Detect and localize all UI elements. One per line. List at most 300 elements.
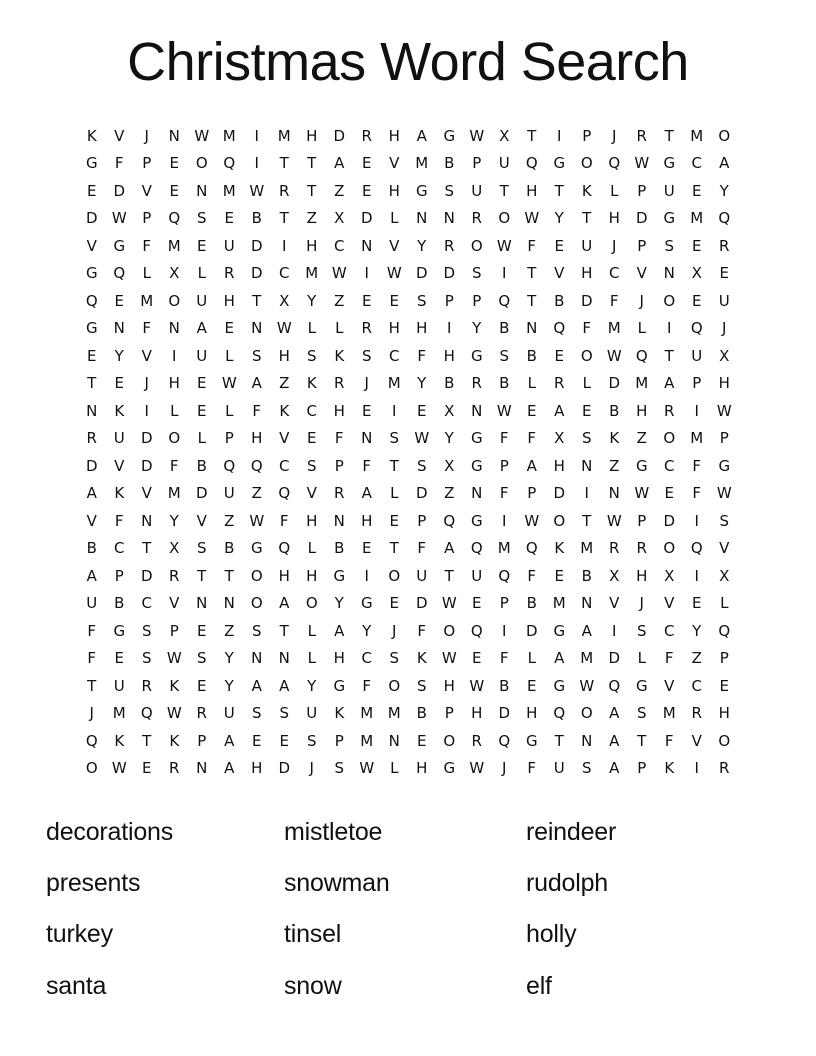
grid-cell[interactable]: G <box>250 539 263 558</box>
grid-cell[interactable]: E <box>362 154 372 173</box>
grid-cell[interactable]: V <box>169 594 180 613</box>
grid-cell[interactable]: R <box>719 759 730 778</box>
grid-cell[interactable]: R <box>224 264 235 283</box>
grid-cell[interactable]: L <box>170 401 179 420</box>
grid-cell[interactable]: V <box>719 539 730 558</box>
grid-cell[interactable]: M <box>360 731 374 750</box>
grid-cell[interactable]: F <box>114 154 124 173</box>
word-list-item[interactable]: snow <box>284 971 342 1000</box>
grid-cell[interactable]: W <box>194 126 210 145</box>
grid-cell[interactable]: H <box>388 181 400 200</box>
grid-cell[interactable]: R <box>334 374 345 393</box>
grid-cell[interactable]: W <box>634 154 650 173</box>
grid-cell[interactable]: T <box>224 566 234 585</box>
grid-cell[interactable]: R <box>471 731 482 750</box>
grid-cell[interactable]: M <box>497 539 511 558</box>
grid-cell[interactable]: K <box>306 374 317 393</box>
grid-cell[interactable]: L <box>527 374 536 393</box>
grid-cell[interactable]: L <box>582 374 591 393</box>
grid-cell[interactable]: J <box>612 236 617 255</box>
grid-cell[interactable]: L <box>307 539 316 558</box>
grid-cell[interactable]: E <box>692 291 702 310</box>
grid-cell[interactable]: Q <box>443 511 456 530</box>
grid-cell[interactable]: O <box>388 676 401 695</box>
grid-cell[interactable]: S <box>471 264 482 283</box>
grid-cell[interactable]: A <box>279 594 290 613</box>
grid-cell[interactable]: N <box>251 319 263 338</box>
grid-cell[interactable]: C <box>306 401 317 420</box>
grid-cell[interactable]: H <box>306 126 318 145</box>
grid-cell[interactable]: V <box>114 126 125 145</box>
grid-cell[interactable]: T <box>389 456 399 475</box>
grid-cell[interactable]: W <box>469 126 485 145</box>
grid-cell[interactable]: O <box>443 731 456 750</box>
grid-cell[interactable]: E <box>664 484 674 503</box>
grid-cell[interactable]: Y <box>719 181 729 200</box>
grid-cell[interactable]: Q <box>278 539 291 558</box>
grid-cell[interactable]: E <box>527 401 537 420</box>
grid-cell[interactable]: P <box>142 154 152 173</box>
grid-cell[interactable]: I <box>612 621 617 640</box>
word-list-item[interactable]: tinsel <box>284 920 342 949</box>
grid-cell[interactable]: T <box>554 731 564 750</box>
grid-cell[interactable]: W <box>579 676 595 695</box>
grid-cell[interactable]: R <box>334 484 345 503</box>
grid-cell[interactable]: Y <box>554 209 564 228</box>
grid-cell[interactable]: R <box>361 126 372 145</box>
grid-cell[interactable]: T <box>142 539 152 558</box>
grid-cell[interactable]: X <box>444 456 455 475</box>
grid-cell[interactable]: Q <box>223 456 236 475</box>
grid-cell[interactable]: W <box>221 374 237 393</box>
grid-cell[interactable]: E <box>554 346 564 365</box>
grid-cell[interactable]: Z <box>636 429 647 448</box>
grid-cell[interactable]: X <box>609 566 620 585</box>
grid-cell[interactable]: V <box>279 429 290 448</box>
grid-cell[interactable]: H <box>608 209 620 228</box>
grid-cell[interactable]: H <box>251 429 263 448</box>
grid-cell[interactable]: Y <box>417 374 427 393</box>
grid-cell[interactable]: E <box>87 181 97 200</box>
grid-cell[interactable]: P <box>417 511 427 530</box>
grid-cell[interactable]: U <box>471 566 483 585</box>
grid-cell[interactable]: F <box>417 539 427 558</box>
grid-cell[interactable]: K <box>581 181 592 200</box>
grid-cell[interactable]: A <box>86 484 97 503</box>
grid-cell[interactable]: W <box>496 401 512 420</box>
grid-cell[interactable]: T <box>664 346 674 365</box>
grid-cell[interactable]: V <box>664 676 675 695</box>
grid-cell[interactable]: W <box>166 704 182 723</box>
grid-cell[interactable]: R <box>141 676 152 695</box>
grid-cell[interactable]: R <box>444 236 455 255</box>
grid-cell[interactable]: D <box>140 429 153 448</box>
grid-cell[interactable]: P <box>114 566 124 585</box>
grid-cell[interactable]: T <box>307 181 317 200</box>
grid-cell[interactable]: N <box>471 484 483 503</box>
grid-cell[interactable]: C <box>334 236 345 255</box>
grid-cell[interactable]: I <box>282 236 287 255</box>
grid-cell[interactable]: G <box>443 126 456 145</box>
grid-cell[interactable]: H <box>526 704 538 723</box>
grid-cell[interactable]: N <box>168 126 180 145</box>
grid-cell[interactable]: G <box>360 594 373 613</box>
grid-cell[interactable]: X <box>279 291 290 310</box>
grid-cell[interactable]: R <box>636 539 647 558</box>
grid-cell[interactable]: S <box>306 346 317 365</box>
grid-cell[interactable]: N <box>443 209 455 228</box>
grid-cell[interactable]: G <box>635 456 648 475</box>
grid-cell[interactable]: D <box>663 511 676 530</box>
grid-cell[interactable]: R <box>609 539 620 558</box>
grid-cell[interactable]: D <box>553 484 566 503</box>
grid-cell[interactable]: K <box>279 401 290 420</box>
grid-cell[interactable]: X <box>719 566 730 585</box>
grid-cell[interactable]: S <box>581 429 592 448</box>
grid-cell[interactable]: N <box>251 649 263 668</box>
grid-cell[interactable]: E <box>307 429 317 448</box>
grid-cell[interactable]: E <box>252 731 262 750</box>
grid-cell[interactable]: L <box>720 594 729 613</box>
grid-cell[interactable]: F <box>279 511 289 530</box>
grid-cell[interactable]: N <box>581 594 593 613</box>
grid-cell[interactable]: A <box>554 401 565 420</box>
grid-cell[interactable]: E <box>279 731 289 750</box>
grid-cell[interactable]: O <box>498 209 511 228</box>
grid-cell[interactable]: V <box>141 346 152 365</box>
grid-cell[interactable]: I <box>694 759 699 778</box>
grid-cell[interactable]: E <box>389 594 399 613</box>
grid-cell[interactable]: W <box>166 649 182 668</box>
grid-cell[interactable]: S <box>416 291 427 310</box>
grid-cell[interactable]: Q <box>498 291 511 310</box>
grid-cell[interactable]: Z <box>334 181 345 200</box>
grid-cell[interactable]: E <box>142 759 152 778</box>
grid-cell[interactable]: Q <box>525 539 538 558</box>
grid-cell[interactable]: N <box>581 456 593 475</box>
grid-cell[interactable]: W <box>111 209 127 228</box>
grid-cell[interactable]: N <box>471 401 483 420</box>
grid-cell[interactable]: D <box>85 209 98 228</box>
grid-cell[interactable]: Q <box>470 539 483 558</box>
grid-cell[interactable]: E <box>554 236 564 255</box>
grid-cell[interactable]: V <box>141 181 152 200</box>
grid-cell[interactable]: I <box>502 621 507 640</box>
grid-cell[interactable]: U <box>553 759 565 778</box>
grid-cell[interactable]: J <box>309 759 314 778</box>
grid-cell[interactable]: M <box>415 154 429 173</box>
grid-cell[interactable]: U <box>718 291 730 310</box>
grid-cell[interactable]: T <box>307 154 317 173</box>
grid-cell[interactable]: Y <box>114 346 124 365</box>
grid-cell[interactable]: F <box>692 456 702 475</box>
word-list-item[interactable]: turkey <box>46 920 113 949</box>
grid-cell[interactable]: S <box>279 704 290 723</box>
grid-cell[interactable]: J <box>392 621 397 640</box>
grid-cell[interactable]: O <box>470 236 483 255</box>
grid-cell[interactable]: Q <box>140 704 153 723</box>
grid-cell[interactable]: Z <box>444 484 455 503</box>
grid-cell[interactable]: J <box>639 291 644 310</box>
grid-cell[interactable]: V <box>86 236 97 255</box>
grid-cell[interactable]: M <box>607 319 621 338</box>
grid-cell[interactable]: S <box>636 704 647 723</box>
grid-cell[interactable]: B <box>609 401 620 420</box>
grid-cell[interactable]: E <box>362 181 372 200</box>
grid-cell[interactable]: X <box>334 209 345 228</box>
grid-cell[interactable]: P <box>719 429 729 448</box>
grid-cell[interactable]: Y <box>417 236 427 255</box>
grid-cell[interactable]: K <box>334 346 345 365</box>
grid-cell[interactable]: J <box>612 126 617 145</box>
grid-cell[interactable]: R <box>719 236 730 255</box>
grid-cell[interactable]: W <box>606 511 622 530</box>
grid-cell[interactable]: V <box>609 594 620 613</box>
grid-cell[interactable]: R <box>471 374 482 393</box>
grid-cell[interactable]: I <box>364 264 369 283</box>
grid-cell[interactable]: P <box>719 649 729 668</box>
grid-cell[interactable]: M <box>690 429 704 448</box>
grid-cell[interactable]: M <box>112 704 126 723</box>
grid-cell[interactable]: U <box>663 181 675 200</box>
grid-cell[interactable]: W <box>524 209 540 228</box>
grid-cell[interactable]: Y <box>307 676 317 695</box>
grid-cell[interactable]: Q <box>250 456 263 475</box>
grid-cell[interactable]: S <box>499 346 510 365</box>
grid-cell[interactable]: Y <box>444 429 454 448</box>
grid-cell[interactable]: B <box>499 374 510 393</box>
grid-cell[interactable]: U <box>223 484 235 503</box>
grid-cell[interactable]: Y <box>224 676 234 695</box>
grid-cell[interactable]: S <box>334 759 345 778</box>
grid-cell[interactable]: A <box>609 759 620 778</box>
grid-cell[interactable]: L <box>307 621 316 640</box>
grid-cell[interactable]: M <box>580 539 594 558</box>
grid-cell[interactable]: E <box>692 181 702 200</box>
grid-cell[interactable]: A <box>554 649 565 668</box>
grid-cell[interactable]: T <box>554 181 564 200</box>
grid-cell[interactable]: G <box>415 181 428 200</box>
grid-cell[interactable]: E <box>362 539 372 558</box>
grid-cell[interactable]: N <box>416 209 428 228</box>
grid-cell[interactable]: T <box>499 181 509 200</box>
grid-cell[interactable]: G <box>525 731 538 750</box>
grid-cell[interactable]: D <box>415 594 428 613</box>
grid-cell[interactable]: Q <box>85 731 98 750</box>
grid-cell[interactable]: W <box>111 759 127 778</box>
grid-cell[interactable]: F <box>527 236 537 255</box>
grid-cell[interactable]: E <box>114 374 124 393</box>
grid-cell[interactable]: N <box>168 319 180 338</box>
grid-cell[interactable]: U <box>306 704 318 723</box>
grid-cell[interactable]: N <box>141 511 153 530</box>
grid-cell[interactable]: Q <box>718 621 731 640</box>
grid-cell[interactable]: T <box>279 154 289 173</box>
grid-cell[interactable]: H <box>718 704 730 723</box>
grid-cell[interactable]: S <box>141 649 152 668</box>
grid-cell[interactable]: J <box>502 759 507 778</box>
grid-cell[interactable]: P <box>334 456 344 475</box>
grid-cell[interactable]: F <box>692 484 702 503</box>
grid-cell[interactable]: B <box>86 539 97 558</box>
grid-cell[interactable]: U <box>581 236 593 255</box>
grid-cell[interactable]: U <box>223 704 235 723</box>
grid-cell[interactable]: O <box>250 594 263 613</box>
grid-cell[interactable]: H <box>443 676 455 695</box>
word-list-item[interactable]: snowman <box>284 869 390 898</box>
grid-cell[interactable]: A <box>279 676 290 695</box>
grid-cell[interactable]: J <box>144 374 149 393</box>
grid-cell[interactable]: S <box>306 456 317 475</box>
grid-cell[interactable]: P <box>444 291 454 310</box>
grid-cell[interactable]: J <box>639 594 644 613</box>
grid-cell[interactable]: E <box>197 236 207 255</box>
grid-cell[interactable]: M <box>277 126 291 145</box>
grid-cell[interactable]: F <box>334 429 344 448</box>
grid-cell[interactable]: M <box>635 374 649 393</box>
grid-cell[interactable]: B <box>114 594 125 613</box>
grid-cell[interactable]: G <box>663 209 676 228</box>
grid-cell[interactable]: R <box>554 374 565 393</box>
grid-cell[interactable]: A <box>251 374 262 393</box>
grid-cell[interactable]: D <box>360 209 373 228</box>
grid-cell[interactable]: I <box>254 126 259 145</box>
grid-cell[interactable]: C <box>664 621 675 640</box>
grid-cell[interactable]: T <box>279 209 289 228</box>
grid-cell[interactable]: O <box>168 291 181 310</box>
grid-cell[interactable]: E <box>692 594 702 613</box>
grid-cell[interactable]: K <box>114 484 125 503</box>
grid-cell[interactable]: I <box>694 401 699 420</box>
grid-cell[interactable]: M <box>305 264 319 283</box>
grid-cell[interactable]: X <box>719 346 730 365</box>
grid-cell[interactable]: L <box>197 264 206 283</box>
grid-cell[interactable]: X <box>554 429 565 448</box>
grid-cell[interactable]: Z <box>224 621 235 640</box>
grid-cell[interactable]: Z <box>306 209 317 228</box>
grid-cell[interactable]: F <box>609 291 619 310</box>
grid-cell[interactable]: V <box>389 154 400 173</box>
grid-cell[interactable]: H <box>223 291 235 310</box>
grid-cell[interactable]: G <box>635 676 648 695</box>
grid-cell[interactable]: G <box>333 676 346 695</box>
grid-cell[interactable]: C <box>691 154 702 173</box>
grid-cell[interactable]: W <box>716 484 732 503</box>
grid-cell[interactable]: T <box>87 676 97 695</box>
grid-cell[interactable]: H <box>581 264 593 283</box>
grid-cell[interactable]: R <box>664 401 675 420</box>
grid-cell[interactable]: T <box>527 264 537 283</box>
grid-cell[interactable]: C <box>361 649 372 668</box>
grid-cell[interactable]: P <box>197 731 207 750</box>
grid-cell[interactable]: L <box>637 319 646 338</box>
grid-cell[interactable]: J <box>89 704 94 723</box>
grid-cell[interactable]: V <box>114 456 125 475</box>
grid-cell[interactable]: E <box>114 649 124 668</box>
grid-cell[interactable]: S <box>361 346 372 365</box>
grid-cell[interactable]: P <box>224 429 234 448</box>
grid-cell[interactable]: V <box>141 484 152 503</box>
grid-cell[interactable]: R <box>361 319 372 338</box>
grid-cell[interactable]: D <box>443 264 456 283</box>
word-list-item[interactable]: rudolph <box>526 869 608 898</box>
word-list-item[interactable]: holly <box>526 920 577 949</box>
grid-cell[interactable]: D <box>635 209 648 228</box>
grid-cell[interactable]: T <box>87 374 97 393</box>
grid-cell[interactable]: R <box>196 704 207 723</box>
grid-cell[interactable]: M <box>387 374 401 393</box>
grid-cell[interactable]: T <box>637 731 647 750</box>
grid-cell[interactable]: P <box>472 291 482 310</box>
grid-cell[interactable]: G <box>553 154 566 173</box>
grid-cell[interactable]: Z <box>691 649 702 668</box>
grid-cell[interactable]: L <box>307 319 316 338</box>
grid-cell[interactable]: W <box>249 181 265 200</box>
grid-cell[interactable]: A <box>251 676 262 695</box>
grid-cell[interactable]: G <box>113 621 126 640</box>
grid-cell[interactable]: H <box>526 181 538 200</box>
grid-cell[interactable]: Q <box>553 704 566 723</box>
grid-cell[interactable]: C <box>279 456 290 475</box>
grid-cell[interactable]: X <box>499 126 510 145</box>
grid-cell[interactable]: Q <box>223 154 236 173</box>
grid-cell[interactable]: E <box>197 401 207 420</box>
grid-cell[interactable]: H <box>471 704 483 723</box>
grid-cell[interactable]: C <box>609 264 620 283</box>
grid-cell[interactable]: M <box>360 704 374 723</box>
grid-cell[interactable]: Z <box>609 456 620 475</box>
grid-cell[interactable]: Y <box>307 291 317 310</box>
grid-cell[interactable]: R <box>691 704 702 723</box>
grid-cell[interactable]: X <box>169 539 180 558</box>
grid-cell[interactable]: D <box>113 181 126 200</box>
grid-cell[interactable]: E <box>389 291 399 310</box>
grid-cell[interactable]: V <box>306 484 317 503</box>
grid-cell[interactable]: A <box>416 126 427 145</box>
grid-cell[interactable]: W <box>469 759 485 778</box>
grid-cell[interactable]: I <box>502 264 507 283</box>
grid-cell[interactable]: W <box>716 401 732 420</box>
grid-cell[interactable]: S <box>196 539 207 558</box>
grid-cell[interactable]: M <box>167 236 181 255</box>
grid-cell[interactable]: T <box>279 621 289 640</box>
grid-cell[interactable]: A <box>361 484 372 503</box>
grid-cell[interactable]: E <box>692 236 702 255</box>
grid-cell[interactable]: W <box>331 264 347 283</box>
grid-cell[interactable]: X <box>664 566 675 585</box>
grid-cell[interactable]: Y <box>169 511 179 530</box>
grid-cell[interactable]: S <box>416 676 427 695</box>
grid-cell[interactable]: C <box>279 264 290 283</box>
grid-cell[interactable]: S <box>306 731 317 750</box>
grid-cell[interactable]: Q <box>553 319 566 338</box>
grid-cell[interactable]: E <box>114 291 124 310</box>
grid-cell[interactable]: O <box>168 429 181 448</box>
grid-cell[interactable]: L <box>610 181 619 200</box>
grid-cell[interactable]: E <box>362 291 372 310</box>
grid-cell[interactable]: K <box>86 126 97 145</box>
grid-cell[interactable]: Z <box>334 291 345 310</box>
grid-cell[interactable]: E <box>527 676 537 695</box>
grid-cell[interactable]: H <box>306 511 318 530</box>
grid-cell[interactable]: D <box>278 759 291 778</box>
grid-cell[interactable]: P <box>472 154 482 173</box>
grid-cell[interactable]: P <box>142 209 152 228</box>
grid-cell[interactable]: W <box>414 429 430 448</box>
grid-cell[interactable]: P <box>637 236 647 255</box>
grid-cell[interactable]: H <box>388 126 400 145</box>
grid-cell[interactable]: F <box>362 676 372 695</box>
